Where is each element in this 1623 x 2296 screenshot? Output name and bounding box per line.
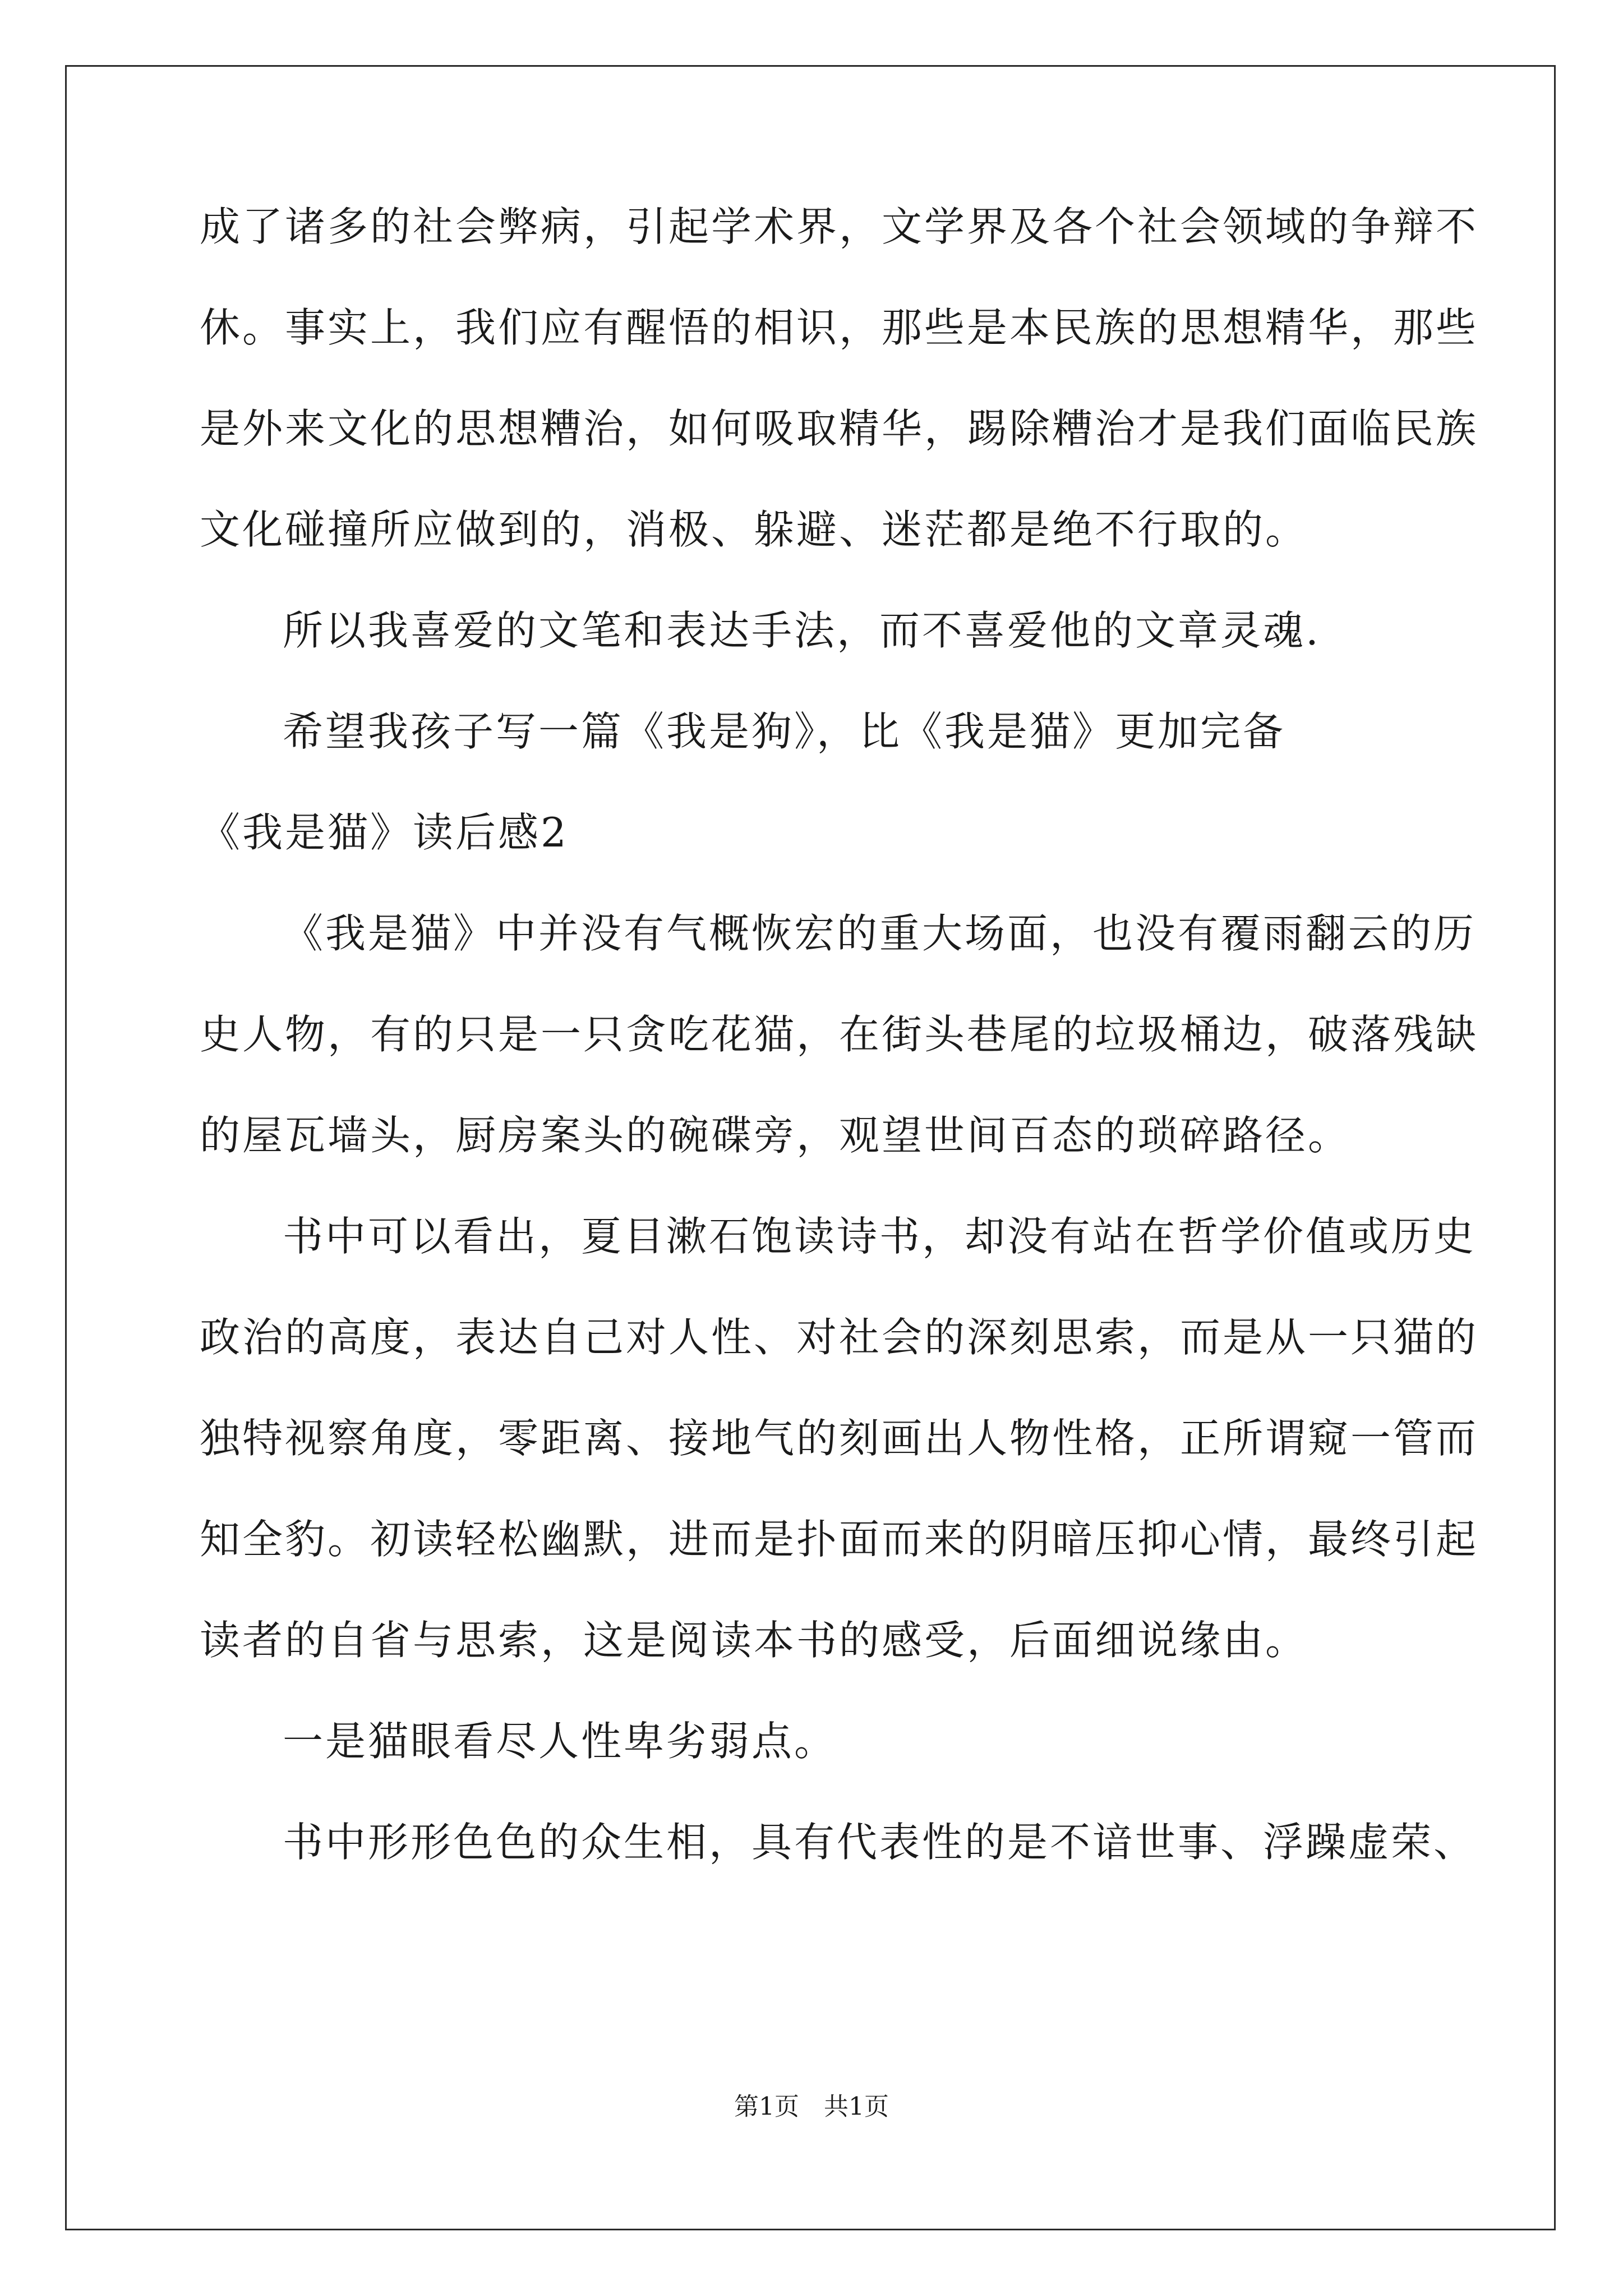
text-line: 休。事实上，我们应有醒悟的相识，那些是本民族的思想精华，那些 xyxy=(200,304,1479,351)
text-line: 希望我孩子写一篇《我是狗》，比《我是猫》更加完备 xyxy=(283,708,1286,755)
text-line: 书中形形色色的众生相，具有代表性的是不谙世事、浮躁虚荣、 xyxy=(283,1819,1477,1866)
text-line: 《我是猫》中并没有气概恢宏的重大场面，也没有覆雨翻云的历 xyxy=(283,910,1477,957)
page-number: 第1页 xyxy=(734,2092,799,2121)
text-line: 所以我喜爱的文笔和表达手法，而不喜爱他的文章灵魂. xyxy=(283,607,1321,654)
text-line: 成了诸多的社会弊病，引起学术界，文学界及各个社会领域的争辩不 xyxy=(200,203,1479,250)
page-footer xyxy=(0,2092,1623,2122)
text-line: 文化碰撞所应做到的，消极、躲避、迷茫都是绝不行取的。 xyxy=(200,506,1308,553)
text-line: 读者的自省与思索，这是阅读本书的感受，后面细说缘由。 xyxy=(200,1617,1308,1664)
text-line: 的屋瓦墙头，厨房案头的碗碟旁，观望世间百态的琐碎路径。 xyxy=(200,1112,1351,1159)
text-line: 政治的高度，表达自己对人性、对社会的深刻思索，而是从一只猫的 xyxy=(200,1314,1479,1361)
text-line: 史人物，有的只是一只贪吃花猫，在街头巷尾的垃圾桶边，破落残缺 xyxy=(200,1011,1479,1058)
page-total: 共1页 xyxy=(824,2092,889,2121)
text-line: 一是猫眼看尽人性卑劣弱点。 xyxy=(283,1718,837,1765)
text-line: 独特视察角度，零距离、接地气的刻画出人物性格，正所谓窥一管而 xyxy=(200,1415,1479,1462)
document-body xyxy=(200,202,1479,1918)
text-line: 书中可以看出，夏目漱石饱读诗书，却没有站在哲学价值或历史 xyxy=(283,1213,1477,1260)
section-heading: 《我是猫》读后感2 xyxy=(200,809,569,856)
text-line: 知全豹。初读轻松幽默，进而是扑面而来的阴暗压抑心情，最终引起 xyxy=(200,1516,1479,1563)
text-line: 是外来文化的思想糟治，如何吸取精华，踢除糟治才是我们面临民族 xyxy=(200,405,1479,452)
